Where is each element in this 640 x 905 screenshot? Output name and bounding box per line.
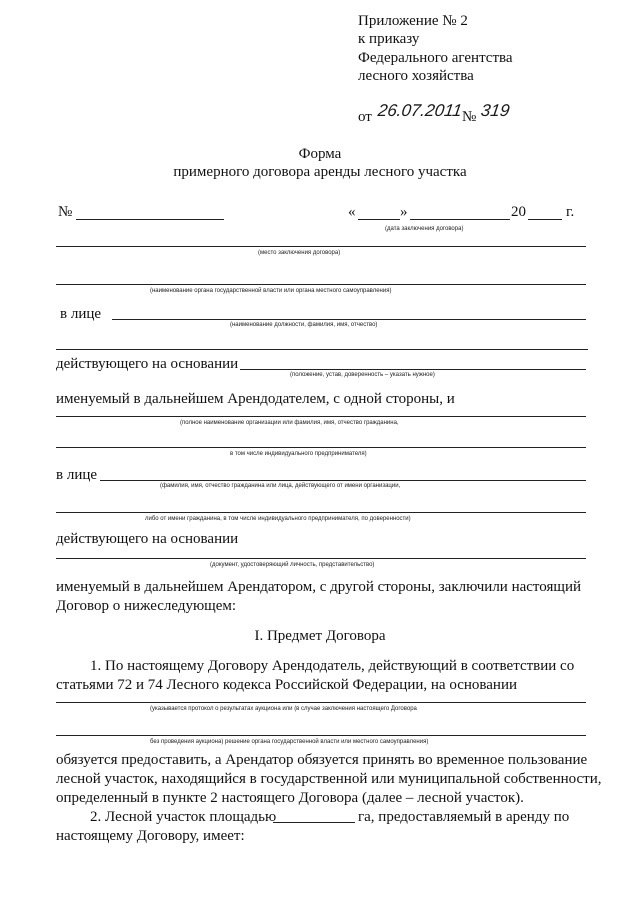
date-prefix: от — [358, 109, 372, 125]
tenant-basis-field[interactable] — [56, 558, 586, 559]
contract-number-field[interactable] — [76, 219, 224, 220]
day-field[interactable] — [358, 219, 400, 220]
year-field[interactable] — [528, 219, 562, 220]
paragraph-1-line-2: статьями 72 и 74 Лесного кодекса Российской Федерации, на основании — [56, 677, 518, 693]
tenant-name-field-2[interactable] — [56, 447, 586, 448]
paragraph-1-line-5: определенный в пункте 2 настоящего Договора (далее – лесной участок). — [56, 790, 524, 806]
in-person-label-1: в лице — [60, 306, 102, 322]
auction-caption-2: без проведения аукциона) решение органа государственной власти или местного самоуправления) — [150, 739, 429, 745]
year-prefix: 20 — [511, 204, 526, 220]
citizen-proxy-caption: либо от имени гражданина, в том числе индивидуального предпринимателя, по доверенности) — [145, 516, 411, 522]
tenant-representative-field-2[interactable] — [56, 512, 586, 513]
entrepreneur-caption: в том числе индивидуального предпринимателя) — [230, 451, 367, 457]
auction-caption-1: (указывается протокол о результатах аукциона или (в случае заключения настоящего Договора — [150, 706, 417, 712]
section-title: I. Предмет Договора — [254, 628, 386, 644]
appendix-number: Приложение № 2 — [358, 13, 468, 29]
in-person-label-2: в лице — [56, 467, 98, 483]
auction-basis-field[interactable] — [56, 702, 586, 703]
lessor-basis-field[interactable] — [240, 369, 586, 370]
year-suffix: г. — [566, 204, 575, 220]
order-date: 26.07.2011 — [376, 101, 464, 120]
document-caption: (документ, удостоверяющий личность, представительство) — [210, 562, 375, 568]
order-reference: к приказу — [358, 31, 420, 47]
number-prefix: № — [462, 109, 477, 125]
auction-basis-field-2[interactable] — [56, 735, 586, 736]
date-caption: (дата заключения договора) — [385, 226, 464, 232]
tenant-representative-field[interactable] — [100, 480, 586, 481]
forestry-name: лесного хозяйства — [358, 68, 474, 84]
paragraph-2-line-1: 2. Лесной участок площадью — [90, 809, 277, 825]
place-caption: (место заключения договора) — [258, 250, 341, 256]
place-field[interactable] — [56, 246, 586, 247]
contract-title: примерного договора аренды лесного участка — [173, 164, 467, 180]
acting-basis-label-1: действующего на основании — [56, 356, 239, 372]
paragraph-2-line-2: настоящему Договору, имеет: — [56, 828, 245, 844]
paragraph-1-line-1: 1. По настоящему Договору Арендодатель, действующий в соответствии со — [90, 658, 575, 674]
position-caption: (наименование должности, фамилия, имя, отчество) — [230, 322, 378, 328]
lessor-representative-field[interactable] — [112, 319, 586, 320]
order-number: 319 — [479, 101, 511, 120]
tenant-clause-line-2: Договор о нижеследующем: — [56, 598, 237, 614]
lessor-clause: именуемый в дальнейшем Арендодателем, с одной стороны, и — [56, 391, 455, 407]
open-quote: « — [348, 204, 356, 220]
tenant-name-caption: (полное наименование организации или фамилия, имя, отчество гражданина, — [180, 420, 399, 426]
tenant-clause-line-1: именуемый в дальнейшем Арендатором, с другой стороны, заключили настоящий — [56, 579, 581, 595]
basis-caption: (положение, устав, доверенность – указать нужное) — [290, 372, 435, 378]
agency-name: Федерального агентства — [358, 50, 513, 66]
paragraph-1-line-3: обязуется предоставить, а Арендатор обязуется принять во временное пользование — [56, 752, 588, 768]
paragraph-1-line-4: лесной участок, находящийся в государственной или муниципальной собственности, — [56, 771, 602, 787]
contract-number-label: № — [58, 204, 73, 220]
paragraph-2-line-1b: га, предоставляемый в аренду по — [358, 809, 570, 825]
tenant-name-field[interactable] — [56, 416, 586, 417]
form-title: Форма — [298, 146, 342, 162]
month-field[interactable] — [410, 219, 510, 220]
acting-basis-label-2: действующего на основании — [56, 531, 239, 547]
area-field[interactable] — [273, 822, 355, 823]
representative-caption: (фамилия, имя, отчество гражданина или лица, действующего от имени организации, — [160, 483, 401, 489]
authority-field[interactable] — [56, 284, 586, 285]
authority-caption: (наименование органа государственной власти или органа местного самоуправления) — [150, 288, 392, 294]
blank-line-1[interactable] — [56, 349, 588, 350]
close-quote: » — [400, 204, 408, 220]
